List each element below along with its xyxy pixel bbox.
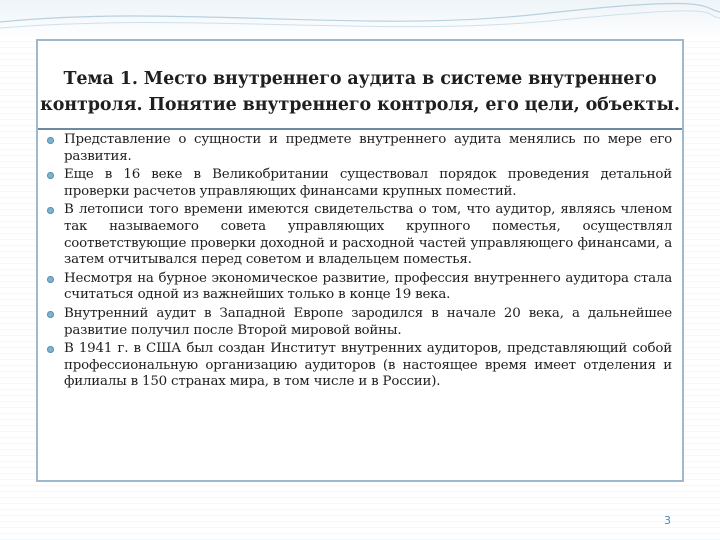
bullet-item: Несмотря на бурное экономическое развитие, профессия внутреннего аудитора стала считаться одной из важнейших только в конце 19 века. <box>44 271 672 304</box>
slide-title: Тема 1. Место внутреннего аудита в системе внутреннего контроля. Понятие внутреннего контроля, его цели, объекты. <box>40 69 680 115</box>
bullet-item: В 1941 г. в США был создан Институт внутренних аудиторов, представляющий собой профессиональную организацию аудиторов (в настоящее время имеет отделения и филиалы в 150 странах мира, в том числе и в России). <box>44 341 672 391</box>
wave-decoration <box>0 0 720 40</box>
page-number: 3 <box>664 514 671 527</box>
title-divider <box>38 128 682 130</box>
bullet-item: Еще в 16 веке в Великобритании существовал порядок проведения детальной проверки расчетов управляющих финансами крупных поместий. <box>44 167 672 200</box>
bullet-item: Внутренний аудит в Западной Европе зародился в начале 20 века, а дальнейшее развитие получил после Второй мировой войны. <box>44 306 672 339</box>
bullet-item: В летописи того времени имеются свидетельства о том, что аудитор, являясь членом так называемого совета управляющих крупного поместья, осуществлял соответствующие проверки доходной и расходной частей управляющего финансами, а затем отчитывался перед советом и владельцем поместья. <box>44 202 672 268</box>
bullet-list <box>44 132 672 393</box>
bullet-item: Представление о сущности и предмете внутреннего аудита менялись по мере его развития. <box>44 132 672 165</box>
